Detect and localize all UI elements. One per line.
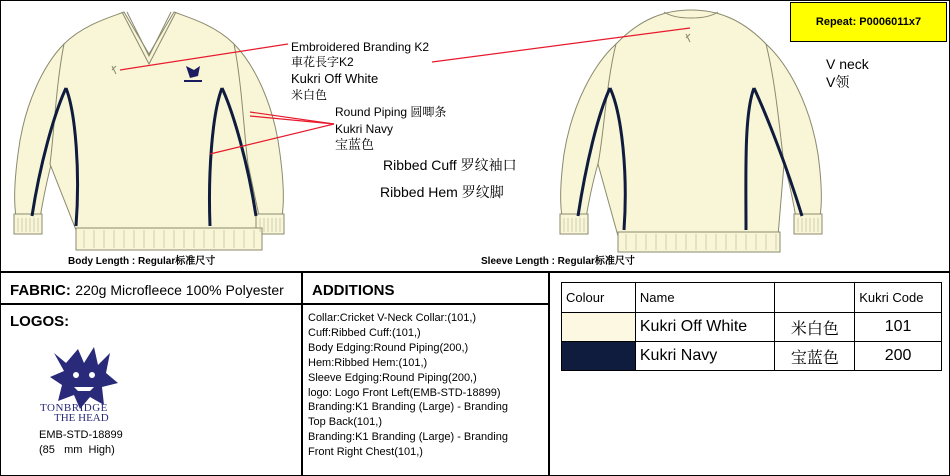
piping-colour-label-cn: 宝蓝色 — [335, 137, 375, 152]
body-length-label: Body Length : Regular标准尺寸 — [68, 256, 216, 267]
additions-item: logo: Logo Front Left(EMB-STD-18899) — [308, 386, 501, 399]
section-divider-top — [0, 271, 950, 273]
header-name: Name — [635, 283, 775, 313]
colour-name: Kukri Off White — [635, 313, 775, 342]
table-header-row — [562, 283, 942, 313]
logo-line-2: THE HEAD — [54, 412, 109, 424]
logo-line-1: TONBRIDGE — [40, 402, 108, 414]
header-blank — [775, 283, 855, 313]
additions-item: Hem:Ribbed Hem:(101,) — [308, 356, 428, 369]
piping-colour-label: Kukri Navy — [335, 122, 394, 136]
colour-swatch — [562, 342, 636, 371]
colour-swatch — [562, 313, 636, 342]
branding-colour-label: Kukri Off White — [291, 71, 379, 86]
header-colour: Colour — [562, 283, 636, 313]
logo-size: (85 mm High) — [39, 444, 115, 456]
section-divider-right — [548, 271, 550, 476]
colour-code: 101 — [855, 313, 942, 342]
colour-name-cn: 米白色 — [775, 313, 855, 342]
colour-code: 200 — [855, 342, 942, 371]
piping-label: Round Piping 圆唧条 — [335, 105, 447, 119]
branding-label-cn: 車花長字K2 — [291, 55, 354, 69]
additions-item: Collar:Cricket V-Neck Collar:(101,) — [308, 312, 477, 324]
repeat-badge: Repeat: P0006011x7 — [790, 2, 947, 42]
section-divider-left — [301, 271, 303, 476]
fabric-value: 220g Microfleece 100% Polyester — [75, 282, 284, 298]
additions-label: ADDITIONS — [312, 282, 395, 299]
colour-name: Kukri Navy — [635, 342, 775, 371]
fabric-label: FABRIC: — [10, 282, 71, 299]
section-divider-fabric — [0, 303, 549, 305]
additions-item: Sleeve Edging:Round Piping(200,) — [308, 371, 477, 384]
cuff-label: Ribbed Cuff 罗纹袖口 — [383, 157, 517, 173]
neck-label: V neck — [826, 56, 869, 72]
additions-item: Body Edging:Round Piping(200,) — [308, 341, 469, 354]
colour-name-cn: 宝蓝色 — [775, 342, 855, 371]
additions-item: Front Right Chest(101,) — [308, 446, 423, 459]
table-row — [562, 313, 942, 342]
additions-item: Top Back(101,) — [308, 416, 382, 429]
branding-label: Embroidered Branding K2 — [291, 40, 430, 54]
fabric-row — [10, 282, 284, 300]
sleeve-length-label: Sleeve Length : Regular标准尺寸 — [481, 256, 635, 267]
logos-label: LOGOS: — [10, 313, 70, 330]
logo-code: EMB-STD-18899 — [39, 429, 123, 441]
table-row — [562, 342, 942, 371]
branding-colour-label-cn: 米白色 — [291, 88, 328, 102]
additions-item: Branding:K1 Branding (Large) - Branding — [308, 431, 508, 444]
colours-table — [561, 282, 942, 371]
additions-item: Branding:K1 Branding (Large) - Branding — [308, 401, 508, 414]
header-kukri-code: Kukri Code — [855, 283, 942, 313]
additions-item: Cuff:Ribbed Cuff:(101,) — [308, 326, 421, 339]
hem-label: Ribbed Hem 罗纹脚 — [380, 184, 504, 200]
additions-list — [308, 311, 508, 460]
neck-label-cn: V领 — [826, 74, 850, 90]
